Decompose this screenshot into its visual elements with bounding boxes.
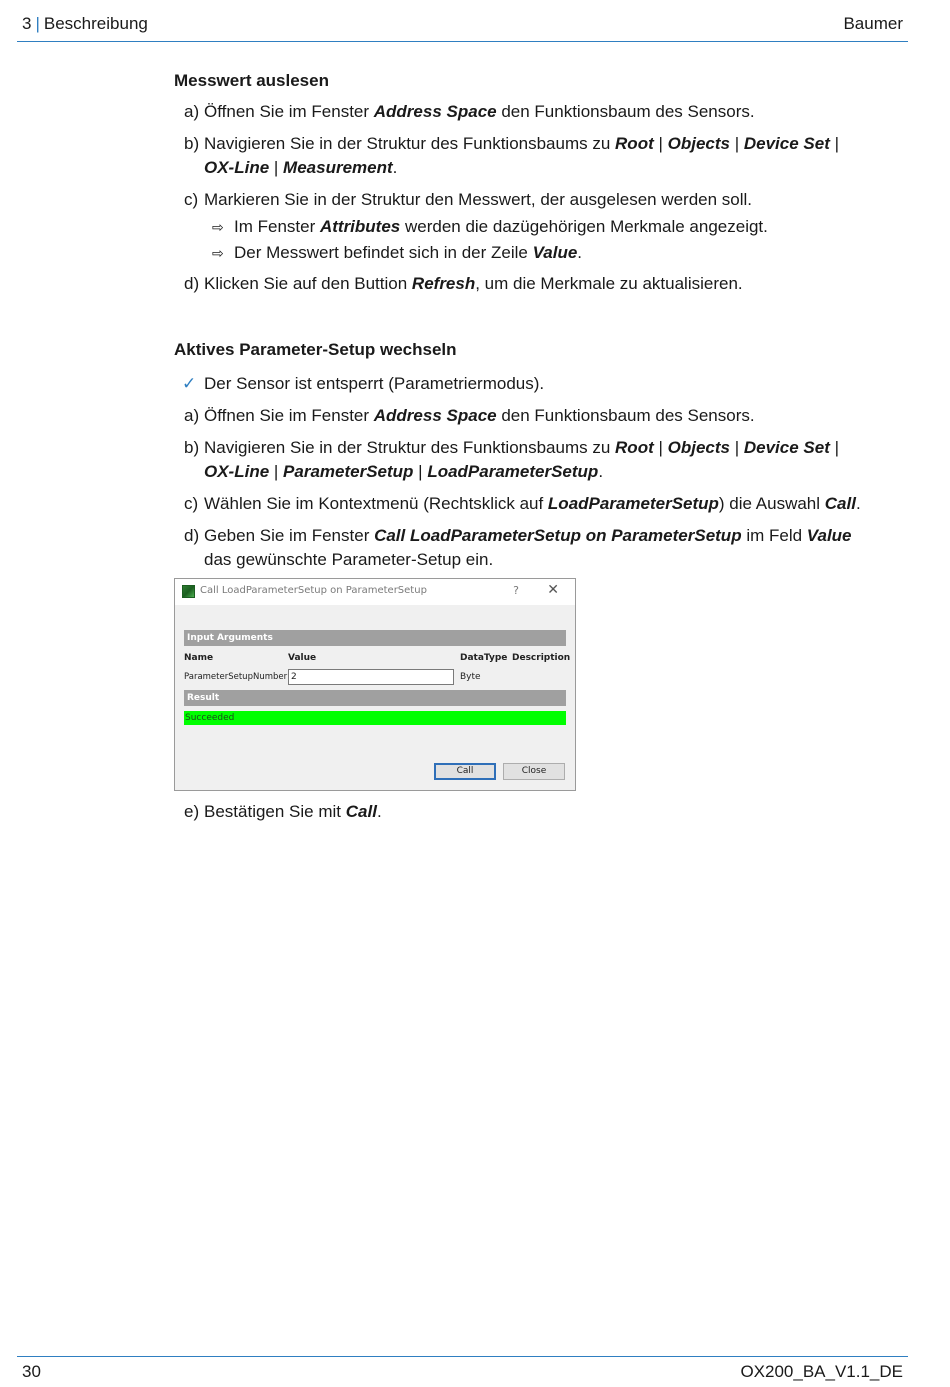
ui-term: Value: [806, 526, 852, 545]
step-text: Navigieren Sie in der Struktur des Funktionsbaums zu: [204, 438, 616, 457]
close-button[interactable]: Close: [503, 763, 565, 780]
result-status: Succeeded: [184, 711, 566, 725]
step-e-2: [174, 800, 904, 824]
step-text: den Funktionsbaum des Sensors.: [496, 102, 755, 121]
help-icon[interactable]: ?: [513, 584, 519, 597]
step-marker: a): [184, 406, 200, 425]
step-text: Öffnen Sie im Fenster: [204, 406, 374, 425]
ui-term: Address Space: [373, 406, 497, 425]
path-sep: |: [269, 462, 284, 481]
footer-rule: [17, 1356, 908, 1357]
ui-term: Device Set: [743, 438, 830, 457]
step-b-1: [174, 132, 904, 180]
close-icon[interactable]: ✕: [547, 582, 559, 598]
ui-term: Call: [824, 494, 856, 513]
ui-term: OX-Line: [204, 462, 270, 481]
step-d-2: [174, 524, 904, 572]
main-content: [174, 66, 904, 580]
step-text: Der Messwert befindet sich in der Zeile: [234, 243, 533, 262]
path-sep: |: [269, 158, 284, 177]
result-arrow-icon: ⇨: [212, 219, 224, 235]
ui-term: LoadParameterSetup: [427, 462, 599, 481]
step-a-1: [174, 100, 904, 124]
step-marker: d): [184, 274, 200, 293]
document-id: OX200_BA_V1.1_DE: [740, 1362, 903, 1381]
path-sep: |: [829, 438, 839, 457]
step-text: Der Sensor ist entsperrt (Parametriermodus).: [204, 374, 545, 393]
call-button[interactable]: Call: [434, 763, 496, 780]
section-heading-measurement: Messwert auslesen: [174, 71, 329, 90]
result-arrow-icon: ⇨: [212, 245, 224, 261]
ui-term: Refresh: [411, 274, 476, 293]
col-datatype-header: DataType: [460, 653, 508, 663]
step-marker: d): [184, 526, 200, 545]
step-text: .: [376, 802, 382, 821]
final-step: [174, 800, 904, 832]
step-a-2: [174, 404, 904, 428]
step-marker: c): [184, 190, 199, 209]
step-text: , um die Merkmale zu aktualisieren.: [475, 274, 743, 293]
check-icon: ✓: [182, 374, 197, 393]
step-c-2: [174, 492, 904, 516]
ui-term: Objects: [667, 134, 730, 153]
step-marker: a): [184, 102, 200, 121]
col-name-header: Name: [184, 653, 214, 663]
ui-term: Call: [345, 802, 377, 821]
path-sep: |: [729, 438, 744, 457]
step-marker: b): [184, 134, 200, 153]
step-text: Klicken Sie auf den Buttion: [204, 274, 412, 293]
ui-term: Attributes: [319, 217, 401, 236]
ui-term: ParameterSetup: [283, 462, 414, 481]
page-header: [22, 14, 903, 42]
step-text: Navigieren Sie in der Struktur des Funktionsbaums zu: [204, 134, 616, 153]
ui-term: OX-Line: [204, 158, 270, 177]
ui-term: Root: [615, 134, 654, 153]
col-description-header: Description: [512, 653, 571, 663]
step-text: .: [598, 462, 604, 481]
chapter-number: 3: [22, 14, 32, 33]
step-text: Im Fenster: [234, 217, 320, 236]
step-marker: c): [184, 494, 199, 513]
step-text: ) die Auswahl: [718, 494, 825, 513]
ui-term: Root: [615, 438, 654, 457]
step-text: im Feld: [741, 526, 807, 545]
step-text: das gewünschte Parameter-Setup ein.: [204, 550, 494, 569]
step-marker: e): [184, 802, 200, 821]
page-number: 30: [22, 1362, 41, 1381]
result-2: [174, 241, 904, 265]
header-brand: Baumer: [843, 14, 903, 33]
result-1: [174, 215, 904, 239]
step-text: Geben Sie im Fenster: [204, 526, 375, 545]
step-text: Öffnen Sie im Fenster: [204, 102, 374, 121]
step-text: .: [577, 243, 583, 262]
ui-term: Address Space: [373, 102, 497, 121]
ui-term: Device Set: [743, 134, 830, 153]
step-text: Bestätigen Sie mit: [204, 802, 346, 821]
path-sep: |: [653, 134, 668, 153]
chapter-title: Beschreibung: [43, 14, 148, 33]
step-marker: b): [184, 438, 200, 457]
result-header: Result: [184, 690, 566, 706]
path-sep: |: [413, 462, 428, 481]
step-text: den Funktionsbaum des Sensors.: [496, 406, 755, 425]
argument-datatype: Byte: [460, 672, 481, 682]
ui-term: Objects: [667, 438, 730, 457]
call-dialog-screenshot: [174, 578, 576, 791]
header-chapter: [22, 14, 148, 34]
step-text: .: [855, 494, 861, 513]
header-separator: |: [35, 14, 40, 33]
step-d-1: [174, 272, 904, 296]
prerequisite: [174, 372, 904, 396]
header-rule: [17, 41, 908, 42]
value-input[interactable]: 2: [288, 669, 454, 685]
argument-name: ParameterSetupNumber: [184, 672, 288, 682]
app-icon: [182, 585, 195, 598]
step-b-2: [174, 436, 904, 484]
ui-term: Measurement: [283, 158, 393, 177]
ui-term: Value: [532, 243, 578, 262]
section-heading-parameter-setup: Aktives Parameter-Setup wechseln: [174, 340, 457, 359]
step-text: .: [392, 158, 398, 177]
dialog-titlebar: [175, 579, 575, 605]
step-text: Wählen Sie im Kontextmenü (Rechtsklick auf: [204, 494, 548, 513]
ui-term: LoadParameterSetup: [547, 494, 719, 513]
ui-term: Call LoadParameterSetup on ParameterSetup: [374, 526, 742, 545]
path-sep: |: [653, 438, 668, 457]
step-c-1: [174, 188, 904, 212]
dialog-title: Call LoadParameterSetup on ParameterSetup: [200, 585, 427, 596]
step-text: werden die dazügehörigen Merkmale angezeigt.: [400, 217, 768, 236]
input-arguments-header: Input Arguments: [184, 630, 566, 646]
path-sep: |: [729, 134, 744, 153]
path-sep: |: [829, 134, 839, 153]
step-text: Markieren Sie in der Struktur den Messwert, der ausgelesen werden soll.: [204, 190, 753, 209]
col-value-header: Value: [288, 653, 317, 663]
